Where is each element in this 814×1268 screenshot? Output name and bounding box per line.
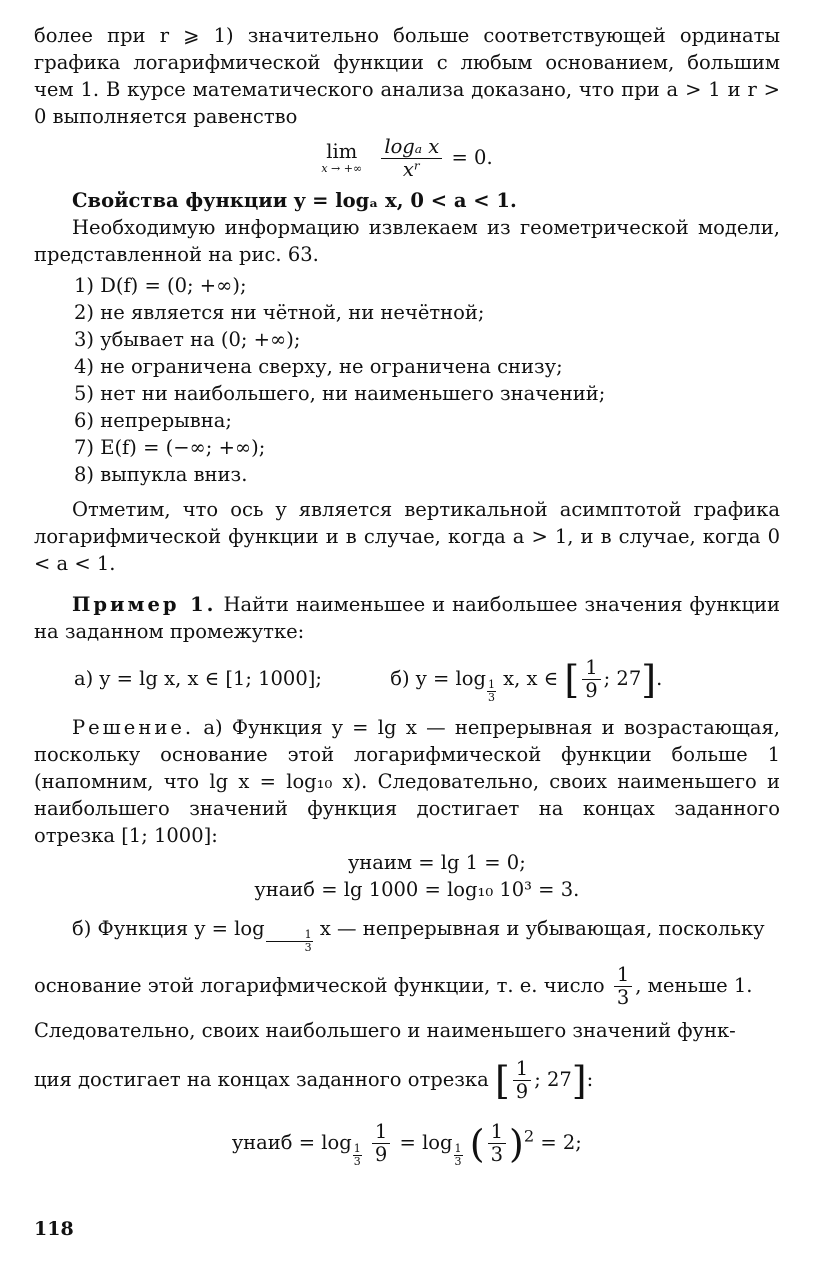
list-item: 4) не ограничена сверху, не ограничена снизу; [74,355,563,378]
properties-list [34,272,780,488]
list-item: 3) убывает на (0; +∞); [74,328,301,351]
limit-fraction: $\frac{\text{logₐ x}}{\text{xʳ}}$ [381,136,442,181]
paragraph-model: Необходимую информацию извлекаем из геометрической модели, представленной на рис. 63. [34,216,780,266]
list-item: 2) не является ни чётной, ни нечётной; [74,301,485,324]
limit-operator: lim x → +∞ [321,140,363,175]
formula-min: yнаим = lg 1 = 0; [348,851,526,874]
page-content [34,22,780,1174]
list-item: 1) D(f) = (0; +∞); [74,274,247,297]
task-b: б) y = log $\frac{1}{3}$ x, x ∈ [ $\frac{1}{9}$ ; 27]. [390,656,663,704]
list-item: 8) выпукла вниз. [74,463,248,486]
limit-formula: lim x → +∞ $\frac{\text{logₐ x}}{\text{xʳ}}$ = 0. [321,135,493,181]
paragraph-asymptote: Отметим, что ось y является вертикальной асимптотой графика логарифмической функции и в случае, когда a > 1, и в случае, когда 0 < a < 1. [34,498,780,575]
list-item: 6) непрерывна; [74,409,232,432]
formula-max-b: yнаиб = log $\frac{1}{3}$ $\frac{1}{9}$ = log $\frac{1}{3}$ ( $\frac{1}{3}$ )$^2$ = 2; [232,1120,582,1168]
solution-paragraph: Решение. а) Функция y = lg x — непрерывная и возрастающая, поскольку основание этой логарифмической функции больше 1 (напомним, что lg x = log₁₀ x). Следовательно, своих наименьшего и наибольшего значений функция достигает на концах заданного отрезка [1; 1000]: [34,716,780,847]
formula-max: yнаиб = lg 1000 = log₁₀ 10³ = 3. [254,878,580,901]
page-number: 118 [34,1218,74,1240]
paragraph-intro: более при r ⩾ 1) значительно больше соответствующей ординаты графика логарифмической функции с любым основанием, большим чем 1. В курсе математического анализа доказано, что при a > 1 и r > 0 выполняется равенство [34,24,780,128]
task-a: а) y = lg x, x ∈ [1; 1000]; [74,667,322,690]
example-tasks [34,657,780,704]
list-item: 7) E(f) = (−∞; +∞); [74,436,266,459]
list-item: 5) нет ни наибольшего, ни наименьшего значений; [74,382,606,405]
solution-b-line3: Следовательно, своих наибольшего и наименьшего значений функ- [34,1019,736,1042]
example-label: Пример 1. [72,593,217,616]
solution-label: Решение. [72,716,195,739]
solution-b-line4: ция достигает на концах заданного отрезка [ $\frac{1}{9}$ ; 27]: [34,1057,594,1103]
example-statement: Пример 1. Найти наименьшее и наибольшее значения функции на заданном промежутке: [34,593,780,643]
solution-b-line1: б) Функция y = log $\frac{1}{3}$ x — непрерывная и убывающая, поскольку [72,917,765,954]
solution-b-line2: основание этой логарифмической функции, т. е. число $\frac{1}{3}$ , меньше 1. [34,963,753,1009]
section-heading: Свойства функции y = logₐ x, 0 < a < 1. [72,189,517,212]
